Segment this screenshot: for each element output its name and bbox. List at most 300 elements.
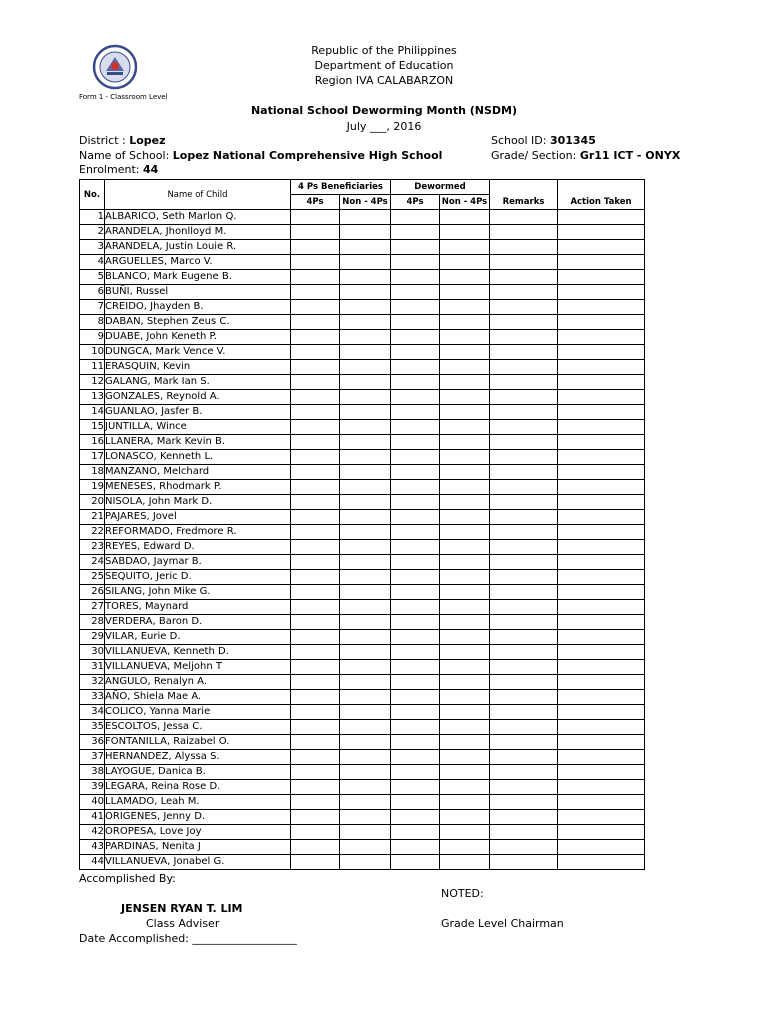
table-row	[80, 480, 645, 495]
cell-4ps[interactable]	[291, 360, 340, 375]
cell-action-taken[interactable]	[558, 795, 645, 810]
row-number: 26	[80, 585, 105, 600]
cell-remarks[interactable]	[490, 360, 558, 375]
cell-dewormed-non4ps[interactable]	[440, 630, 490, 645]
cell-remarks[interactable]	[490, 570, 558, 585]
child-name: NISOLA, John Mark D.	[105, 495, 291, 510]
cell-action-taken[interactable]	[558, 210, 645, 225]
cell-remarks[interactable]	[490, 780, 558, 795]
cell-dewormed-non4ps[interactable]	[440, 375, 490, 390]
cell-dewormed-non4ps[interactable]	[440, 795, 490, 810]
cell-dewormed-4ps[interactable]	[391, 270, 440, 285]
cell-remarks[interactable]	[490, 825, 558, 840]
cell-remarks[interactable]	[490, 555, 558, 570]
cell-4ps[interactable]	[291, 660, 340, 675]
cell-action-taken[interactable]	[558, 585, 645, 600]
cell-dewormed-4ps[interactable]	[391, 285, 440, 300]
cell-remarks[interactable]	[490, 375, 558, 390]
cell-non4ps[interactable]	[340, 315, 391, 330]
cell-non4ps[interactable]	[340, 285, 391, 300]
cell-4ps[interactable]	[291, 495, 340, 510]
cell-non4ps[interactable]	[340, 660, 391, 675]
cell-4ps[interactable]	[291, 210, 340, 225]
cell-remarks[interactable]	[490, 735, 558, 750]
cell-remarks[interactable]	[490, 600, 558, 615]
col-header-remarks: Remarks	[490, 180, 558, 210]
sub-header-4ps: 4Ps	[291, 195, 340, 210]
cell-4ps[interactable]	[291, 405, 340, 420]
cell-dewormed-non4ps[interactable]	[440, 435, 490, 450]
cell-dewormed-non4ps[interactable]	[440, 570, 490, 585]
cell-remarks[interactable]	[490, 495, 558, 510]
cell-dewormed-non4ps[interactable]	[440, 465, 490, 480]
cell-dewormed-non4ps[interactable]	[440, 585, 490, 600]
cell-dewormed-non4ps[interactable]	[440, 420, 490, 435]
cell-4ps[interactable]	[291, 690, 340, 705]
cell-dewormed-non4ps[interactable]	[440, 645, 490, 660]
cell-4ps[interactable]	[291, 375, 340, 390]
cell-4ps[interactable]	[291, 510, 340, 525]
cell-dewormed-4ps[interactable]	[391, 765, 440, 780]
cell-remarks[interactable]	[490, 525, 558, 540]
table-row	[80, 240, 645, 255]
child-name: LLANERA, Mark Kevin B.	[105, 435, 291, 450]
child-name: FONTANILLA, Raizabel O.	[105, 735, 291, 750]
cell-action-taken[interactable]	[558, 645, 645, 660]
cell-non4ps[interactable]	[340, 480, 391, 495]
cell-dewormed-non4ps[interactable]	[440, 345, 490, 360]
cell-action-taken[interactable]	[558, 570, 645, 585]
cell-dewormed-non4ps[interactable]	[440, 525, 490, 540]
cell-non4ps[interactable]	[340, 345, 391, 360]
cell-4ps[interactable]	[291, 795, 340, 810]
cell-dewormed-4ps[interactable]	[391, 225, 440, 240]
cell-remarks[interactable]	[490, 345, 558, 360]
cell-4ps[interactable]	[291, 285, 340, 300]
cell-dewormed-4ps[interactable]	[391, 345, 440, 360]
cell-dewormed-non4ps[interactable]	[440, 705, 490, 720]
cell-remarks[interactable]	[490, 450, 558, 465]
cell-action-taken[interactable]	[558, 315, 645, 330]
school-id-value: 301345	[549, 134, 596, 147]
cell-dewormed-non4ps[interactable]	[440, 360, 490, 375]
cell-non4ps[interactable]	[340, 510, 391, 525]
cell-action-taken[interactable]	[558, 375, 645, 390]
cell-remarks[interactable]	[490, 720, 558, 735]
table-row	[80, 525, 645, 540]
cell-action-taken[interactable]	[558, 255, 645, 270]
cell-dewormed-non4ps[interactable]	[440, 390, 490, 405]
cell-non4ps[interactable]	[340, 240, 391, 255]
cell-4ps[interactable]	[291, 525, 340, 540]
child-name: PARDINAS, Nenita J	[105, 840, 291, 855]
cell-dewormed-4ps[interactable]	[391, 465, 440, 480]
cell-non4ps[interactable]	[340, 465, 391, 480]
cell-action-taken[interactable]	[558, 720, 645, 735]
cell-action-taken[interactable]	[558, 615, 645, 630]
cell-dewormed-4ps[interactable]	[391, 510, 440, 525]
cell-dewormed-4ps[interactable]	[391, 525, 440, 540]
cell-dewormed-4ps[interactable]	[391, 300, 440, 315]
cell-dewormed-non4ps[interactable]	[440, 675, 490, 690]
cell-dewormed-non4ps[interactable]	[440, 210, 490, 225]
cell-dewormed-4ps[interactable]	[391, 405, 440, 420]
cell-non4ps[interactable]	[340, 405, 391, 420]
cell-non4ps[interactable]	[340, 690, 391, 705]
cell-non4ps[interactable]	[340, 330, 391, 345]
cell-action-taken[interactable]	[558, 630, 645, 645]
cell-4ps[interactable]	[291, 255, 340, 270]
cell-dewormed-non4ps[interactable]	[440, 750, 490, 765]
enrolment-row	[79, 163, 158, 176]
cell-dewormed-4ps[interactable]	[391, 360, 440, 375]
col-header-no: No.	[80, 180, 105, 210]
cell-action-taken[interactable]	[558, 450, 645, 465]
cell-dewormed-non4ps[interactable]	[440, 510, 490, 525]
row-number: 5	[80, 270, 105, 285]
cell-4ps[interactable]	[291, 315, 340, 330]
cell-4ps[interactable]	[291, 675, 340, 690]
cell-dewormed-4ps[interactable]	[391, 840, 440, 855]
cell-4ps[interactable]	[291, 270, 340, 285]
cell-remarks[interactable]	[490, 225, 558, 240]
cell-dewormed-4ps[interactable]	[391, 210, 440, 225]
document-date: July ___, 2016	[346, 120, 422, 133]
table-row	[80, 660, 645, 675]
cell-action-taken[interactable]	[558, 540, 645, 555]
cell-dewormed-4ps[interactable]	[391, 675, 440, 690]
cell-dewormed-4ps[interactable]	[391, 420, 440, 435]
cell-non4ps[interactable]	[340, 720, 391, 735]
cell-dewormed-4ps[interactable]	[391, 585, 440, 600]
cell-dewormed-non4ps[interactable]	[440, 315, 490, 330]
cell-remarks[interactable]	[490, 855, 558, 870]
cell-remarks[interactable]	[490, 645, 558, 660]
cell-4ps[interactable]	[291, 420, 340, 435]
cell-action-taken[interactable]	[558, 735, 645, 750]
cell-action-taken[interactable]	[558, 510, 645, 525]
cell-non4ps[interactable]	[340, 795, 391, 810]
cell-action-taken[interactable]	[558, 840, 645, 855]
cell-non4ps[interactable]	[340, 630, 391, 645]
cell-action-taken[interactable]	[558, 765, 645, 780]
cell-4ps[interactable]	[291, 705, 340, 720]
cell-4ps[interactable]	[291, 240, 340, 255]
cell-4ps[interactable]	[291, 825, 340, 840]
date-accomplished: Date Accomplished: ___________________	[79, 932, 297, 945]
group-header-4ps: 4 Ps Beneficiaries	[291, 180, 391, 195]
cell-dewormed-4ps[interactable]	[391, 705, 440, 720]
cell-action-taken[interactable]	[558, 675, 645, 690]
cell-action-taken[interactable]	[558, 285, 645, 300]
row-number: 8	[80, 315, 105, 330]
table-row	[80, 555, 645, 570]
cell-remarks[interactable]	[490, 420, 558, 435]
cell-dewormed-non4ps[interactable]	[440, 540, 490, 555]
cell-dewormed-non4ps[interactable]	[440, 615, 490, 630]
cell-dewormed-4ps[interactable]	[391, 660, 440, 675]
cell-dewormed-non4ps[interactable]	[440, 840, 490, 855]
cell-4ps[interactable]	[291, 345, 340, 360]
cell-dewormed-4ps[interactable]	[391, 540, 440, 555]
cell-dewormed-4ps[interactable]	[391, 855, 440, 870]
cell-action-taken[interactable]	[558, 855, 645, 870]
cell-non4ps[interactable]	[340, 780, 391, 795]
cell-remarks[interactable]	[490, 810, 558, 825]
cell-4ps[interactable]	[291, 855, 340, 870]
cell-non4ps[interactable]	[340, 615, 391, 630]
cell-action-taken[interactable]	[558, 360, 645, 375]
cell-action-taken[interactable]	[558, 225, 645, 240]
cell-remarks[interactable]	[490, 660, 558, 675]
cell-action-taken[interactable]	[558, 525, 645, 540]
cell-remarks[interactable]	[490, 210, 558, 225]
cell-dewormed-4ps[interactable]	[391, 720, 440, 735]
cell-action-taken[interactable]	[558, 495, 645, 510]
cell-action-taken[interactable]	[558, 435, 645, 450]
cell-non4ps[interactable]	[340, 225, 391, 240]
cell-non4ps[interactable]	[340, 765, 391, 780]
cell-remarks[interactable]	[490, 240, 558, 255]
cell-action-taken[interactable]	[558, 705, 645, 720]
cell-dewormed-non4ps[interactable]	[440, 450, 490, 465]
col-header-name: Name of Child	[105, 180, 291, 210]
child-name: ESCOLTOS, Jessa C.	[105, 720, 291, 735]
cell-4ps[interactable]	[291, 645, 340, 660]
cell-dewormed-4ps[interactable]	[391, 435, 440, 450]
cell-dewormed-non4ps[interactable]	[440, 555, 490, 570]
cell-non4ps[interactable]	[340, 645, 391, 660]
cell-non4ps[interactable]	[340, 585, 391, 600]
cell-4ps[interactable]	[291, 555, 340, 570]
cell-non4ps[interactable]	[340, 555, 391, 570]
cell-4ps[interactable]	[291, 600, 340, 615]
cell-action-taken[interactable]	[558, 600, 645, 615]
cell-4ps[interactable]	[291, 750, 340, 765]
cell-action-taken[interactable]	[558, 405, 645, 420]
cell-action-taken[interactable]	[558, 465, 645, 480]
cell-4ps[interactable]	[291, 330, 340, 345]
cell-non4ps[interactable]	[340, 735, 391, 750]
cell-action-taken[interactable]	[558, 780, 645, 795]
cell-action-taken[interactable]	[558, 480, 645, 495]
row-number: 11	[80, 360, 105, 375]
cell-non4ps[interactable]	[340, 675, 391, 690]
cell-remarks[interactable]	[490, 405, 558, 420]
child-name: ERASQUIN, Kevin	[105, 360, 291, 375]
cell-remarks[interactable]	[490, 540, 558, 555]
cell-dewormed-4ps[interactable]	[391, 570, 440, 585]
adviser-title: Class Adviser	[146, 917, 220, 930]
cell-4ps[interactable]	[291, 450, 340, 465]
cell-dewormed-4ps[interactable]	[391, 330, 440, 345]
cell-dewormed-4ps[interactable]	[391, 615, 440, 630]
cell-action-taken[interactable]	[558, 825, 645, 840]
cell-action-taken[interactable]	[558, 420, 645, 435]
cell-4ps[interactable]	[291, 540, 340, 555]
cell-dewormed-4ps[interactable]	[391, 375, 440, 390]
cell-dewormed-4ps[interactable]	[391, 825, 440, 840]
cell-non4ps[interactable]	[340, 840, 391, 855]
cell-remarks[interactable]	[490, 255, 558, 270]
cell-4ps[interactable]	[291, 780, 340, 795]
cell-dewormed-4ps[interactable]	[391, 600, 440, 615]
cell-dewormed-4ps[interactable]	[391, 690, 440, 705]
cell-dewormed-non4ps[interactable]	[440, 480, 490, 495]
cell-non4ps[interactable]	[340, 450, 391, 465]
table-row	[80, 615, 645, 630]
cell-4ps[interactable]	[291, 735, 340, 750]
cell-action-taken[interactable]	[558, 330, 645, 345]
cell-dewormed-non4ps[interactable]	[440, 270, 490, 285]
cell-non4ps[interactable]	[340, 570, 391, 585]
cell-non4ps[interactable]	[340, 540, 391, 555]
cell-dewormed-4ps[interactable]	[391, 315, 440, 330]
cell-dewormed-non4ps[interactable]	[440, 255, 490, 270]
cell-dewormed-4ps[interactable]	[391, 810, 440, 825]
cell-remarks[interactable]	[490, 705, 558, 720]
cell-4ps[interactable]	[291, 585, 340, 600]
cell-4ps[interactable]	[291, 570, 340, 585]
deworming-table	[79, 179, 645, 870]
cell-dewormed-non4ps[interactable]	[440, 780, 490, 795]
cell-action-taken[interactable]	[558, 810, 645, 825]
cell-remarks[interactable]	[490, 630, 558, 645]
cell-4ps[interactable]	[291, 480, 340, 495]
cell-dewormed-4ps[interactable]	[391, 480, 440, 495]
table-row	[80, 825, 645, 840]
cell-non4ps[interactable]	[340, 255, 391, 270]
cell-remarks[interactable]	[490, 435, 558, 450]
cell-remarks[interactable]	[490, 840, 558, 855]
cell-remarks[interactable]	[490, 390, 558, 405]
cell-4ps[interactable]	[291, 810, 340, 825]
cell-dewormed-non4ps[interactable]	[440, 690, 490, 705]
cell-dewormed-4ps[interactable]	[391, 240, 440, 255]
cell-non4ps[interactable]	[340, 360, 391, 375]
cell-remarks[interactable]	[490, 300, 558, 315]
table-row	[80, 255, 645, 270]
child-name: LAYOGUE, Danica B.	[105, 765, 291, 780]
cell-4ps[interactable]	[291, 630, 340, 645]
cell-non4ps[interactable]	[340, 750, 391, 765]
cell-non4ps[interactable]	[340, 600, 391, 615]
cell-non4ps[interactable]	[340, 705, 391, 720]
cell-dewormed-non4ps[interactable]	[440, 825, 490, 840]
cell-non4ps[interactable]	[340, 810, 391, 825]
cell-remarks[interactable]	[490, 675, 558, 690]
cell-dewormed-non4ps[interactable]	[440, 660, 490, 675]
cell-action-taken[interactable]	[558, 300, 645, 315]
cell-dewormed-4ps[interactable]	[391, 750, 440, 765]
cell-4ps[interactable]	[291, 840, 340, 855]
cell-4ps[interactable]	[291, 390, 340, 405]
cell-action-taken[interactable]	[558, 390, 645, 405]
table-row	[80, 780, 645, 795]
cell-non4ps[interactable]	[340, 435, 391, 450]
cell-dewormed-4ps[interactable]	[391, 645, 440, 660]
cell-remarks[interactable]	[490, 315, 558, 330]
cell-non4ps[interactable]	[340, 375, 391, 390]
cell-4ps[interactable]	[291, 765, 340, 780]
cell-dewormed-4ps[interactable]	[391, 390, 440, 405]
cell-action-taken[interactable]	[558, 555, 645, 570]
cell-4ps[interactable]	[291, 615, 340, 630]
cell-dewormed-non4ps[interactable]	[440, 240, 490, 255]
cell-remarks[interactable]	[490, 480, 558, 495]
cell-dewormed-non4ps[interactable]	[440, 600, 490, 615]
cell-non4ps[interactable]	[340, 390, 391, 405]
cell-dewormed-non4ps[interactable]	[440, 810, 490, 825]
cell-remarks[interactable]	[490, 615, 558, 630]
cell-dewormed-non4ps[interactable]	[440, 855, 490, 870]
cell-4ps[interactable]	[291, 225, 340, 240]
child-name: REYES, Edward D.	[105, 540, 291, 555]
cell-dewormed-non4ps[interactable]	[440, 285, 490, 300]
cell-dewormed-4ps[interactable]	[391, 450, 440, 465]
cell-dewormed-non4ps[interactable]	[440, 300, 490, 315]
cell-remarks[interactable]	[490, 795, 558, 810]
cell-action-taken[interactable]	[558, 660, 645, 675]
cell-non4ps[interactable]	[340, 495, 391, 510]
cell-non4ps[interactable]	[340, 210, 391, 225]
cell-dewormed-non4ps[interactable]	[440, 495, 490, 510]
cell-dewormed-non4ps[interactable]	[440, 765, 490, 780]
cell-non4ps[interactable]	[340, 825, 391, 840]
cell-dewormed-non4ps[interactable]	[440, 720, 490, 735]
cell-action-taken[interactable]	[558, 270, 645, 285]
cell-action-taken[interactable]	[558, 690, 645, 705]
cell-4ps[interactable]	[291, 435, 340, 450]
cell-remarks[interactable]	[490, 750, 558, 765]
cell-dewormed-4ps[interactable]	[391, 795, 440, 810]
cell-action-taken[interactable]	[558, 240, 645, 255]
cell-non4ps[interactable]	[340, 420, 391, 435]
row-number: 37	[80, 750, 105, 765]
cell-dewormed-non4ps[interactable]	[440, 225, 490, 240]
cell-remarks[interactable]	[490, 270, 558, 285]
cell-4ps[interactable]	[291, 300, 340, 315]
cell-dewormed-non4ps[interactable]	[440, 330, 490, 345]
cell-remarks[interactable]	[490, 330, 558, 345]
row-number: 2	[80, 225, 105, 240]
cell-remarks[interactable]	[490, 585, 558, 600]
cell-remarks[interactable]	[490, 285, 558, 300]
cell-non4ps[interactable]	[340, 855, 391, 870]
cell-dewormed-4ps[interactable]	[391, 495, 440, 510]
cell-dewormed-4ps[interactable]	[391, 780, 440, 795]
cell-dewormed-4ps[interactable]	[391, 255, 440, 270]
cell-4ps[interactable]	[291, 465, 340, 480]
cell-dewormed-4ps[interactable]	[391, 735, 440, 750]
child-name: SILANG, John Mike G.	[105, 585, 291, 600]
cell-dewormed-4ps[interactable]	[391, 555, 440, 570]
cell-dewormed-non4ps[interactable]	[440, 405, 490, 420]
cell-remarks[interactable]	[490, 765, 558, 780]
cell-non4ps[interactable]	[340, 270, 391, 285]
cell-remarks[interactable]	[490, 690, 558, 705]
cell-dewormed-non4ps[interactable]	[440, 735, 490, 750]
header-line-3: Region IVA CALABARZON	[314, 74, 454, 87]
cell-action-taken[interactable]	[558, 345, 645, 360]
cell-remarks[interactable]	[490, 510, 558, 525]
cell-non4ps[interactable]	[340, 525, 391, 540]
cell-action-taken[interactable]	[558, 750, 645, 765]
cell-remarks[interactable]	[490, 465, 558, 480]
cell-4ps[interactable]	[291, 720, 340, 735]
cell-non4ps[interactable]	[340, 300, 391, 315]
cell-dewormed-4ps[interactable]	[391, 630, 440, 645]
